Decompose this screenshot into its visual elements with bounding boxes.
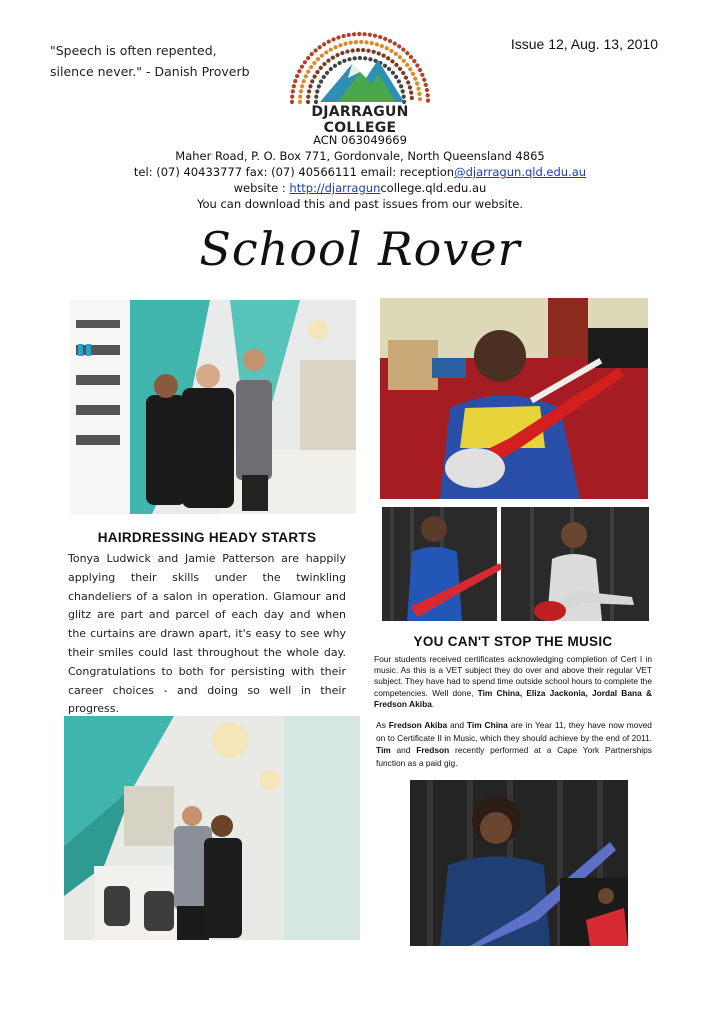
salon-photo-1 bbox=[70, 300, 356, 514]
music-p2-end: recently performed at a Cape York Partnerships function as a paid gig. bbox=[376, 745, 652, 768]
music-heading: YOU CAN'T STOP THE MUSIC bbox=[413, 634, 613, 649]
music-p1-names: Tim China, Eliza Jackonia, Jordal Bana & Fredson Akiba bbox=[374, 687, 652, 709]
quote-line-1: "Speech is often repented, bbox=[50, 43, 217, 58]
hairdressing-article: Tonya Ludwick and Jamie Patterson are happily applying their skills under the twinkling chandeliers of a salon in operation. Glamour and glitz are part and parcel of each day and when the curtains are drawn apart, it's easy to see why their smiles could last throughout the whole day. Congratulations to both for persisting with their career choices - and doing so well in their progress. bbox=[68, 552, 346, 716]
music-p1-end: . bbox=[431, 698, 435, 709]
newsletter-title: School Rover bbox=[199, 222, 521, 276]
music-p2-mid: are in Year 11, they have now moved on to Certificate II in Music, which they should achieve by the end of 2011. bbox=[376, 720, 652, 743]
music-p1-text: Four students received certificates acknowledging completion of Cert I in music. As this is a VET subject they do over and above their regular VET subject. They have had to spend time outside school hours to complete the competencies. Well done, bbox=[374, 654, 652, 698]
music-p2-name3: Tim bbox=[376, 745, 391, 756]
website-link[interactable]: http://djarragun bbox=[289, 181, 381, 195]
issue-date: Issue 12, Aug. 13, 2010 bbox=[510, 36, 658, 52]
phone-fax-text: tel: (07) 40433777 fax: (07) 40566111 email: reception bbox=[133, 165, 455, 179]
music-p2-as: As bbox=[376, 720, 389, 730]
website-suffix: college.qld.edu.au bbox=[380, 181, 487, 195]
music-paragraph-1 bbox=[374, 654, 652, 710]
email-link[interactable]: @djarragun.qld.edu.au bbox=[454, 165, 587, 179]
music-p2-and2: and bbox=[390, 745, 417, 756]
contact-block bbox=[0, 132, 720, 212]
proverb-quote bbox=[50, 40, 250, 82]
guitarist-photo bbox=[380, 298, 648, 499]
website-line bbox=[0, 180, 720, 196]
acn: ACN 063049669 bbox=[313, 133, 407, 147]
quote-line-2: silence never." - Danish Proverb bbox=[50, 64, 250, 79]
download-note: You can download this and past issues from our website. bbox=[196, 197, 523, 211]
music-p2-name1: Fredson Akiba bbox=[388, 720, 448, 730]
phone-email-line bbox=[0, 164, 720, 180]
address: Maher Road, P. O. Box 771, Gordonvale, North Queensland 4865 bbox=[175, 149, 545, 163]
music-p2-name4: Fredson bbox=[416, 745, 450, 756]
logo-wordmark: DJARRAGUN COLLEGE bbox=[311, 104, 409, 136]
website-label: website : bbox=[233, 181, 290, 195]
two-guitarists-photo bbox=[382, 507, 649, 621]
hairdressing-heading: HAIRDRESSING HEADY STARTS bbox=[97, 530, 317, 545]
music-p2-and: and bbox=[447, 720, 467, 730]
music-p2-name2: Tim China bbox=[466, 720, 508, 730]
salon-photo-2 bbox=[64, 716, 360, 940]
music-paragraph-2 bbox=[376, 719, 652, 769]
smiling-guitarist-photo bbox=[410, 780, 628, 946]
